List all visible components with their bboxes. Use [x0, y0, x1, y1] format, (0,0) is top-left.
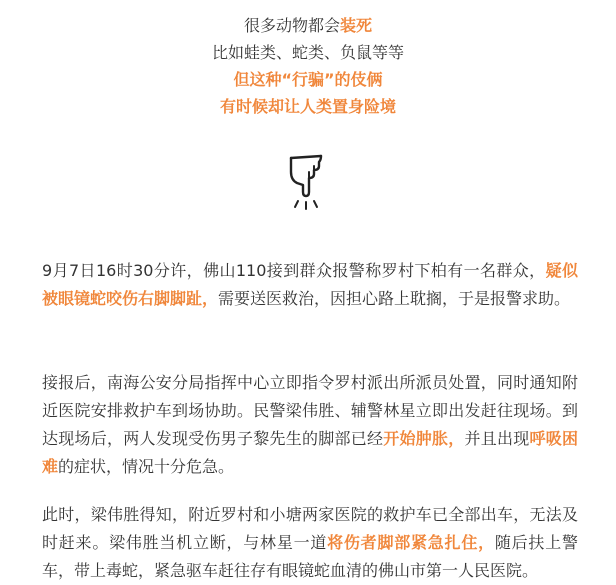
paragraph-1-text-a: 9月7日16时30分许，佛山110接到群众报警称罗村下柏有一名群众， — [42, 261, 546, 280]
paragraph-2-text-b: 并且出现 — [464, 429, 530, 448]
paragraph-1 — [42, 257, 578, 313]
intro-line-1 — [0, 12, 616, 39]
paragraph-2-highlight-1: 开始肿胀， — [383, 429, 465, 448]
intro-line-1-highlight: 装死 — [340, 16, 373, 35]
intro-line-2: 比如蛙类、蛇类、负鼠等等 — [211, 43, 404, 62]
intro-line-4: 有时候却让人类置身险境 — [219, 97, 396, 116]
paragraph-3-text-a: 此时，梁伟胜得知，附近罗村和小塘两家医院的救护车已全部出车，无法及时赶来。梁伟胜当机立断，与林星一道 — [42, 505, 578, 552]
paragraph-3-highlight: 将伤者脚部紧急扎住， — [327, 533, 495, 552]
paragraph-2 — [42, 369, 578, 481]
pointing-down-hand-icon — [283, 152, 329, 214]
paragraph-1-text-b: 需要送医救治，因担心路上耽搁，于是报警求助。 — [218, 289, 571, 308]
intro-line-1-text: 很多动物都会 — [243, 16, 340, 35]
paragraph-3 — [42, 501, 578, 585]
paragraph-2-text-a: 接报后，南海公安分局指挥中心立即指令罗村派出所派员处置，同时通知附近医院安排救护车到场协助。民警梁伟胜、辅警林星立即出发赶往现场。到达现场后，两人发现受伤男子黎先生的脚部已经 — [42, 373, 578, 448]
paragraph-2-text-c: 的症状，情况十分危急。 — [58, 457, 235, 476]
intro-line-3: 但这种“行骗”的伎俩 — [233, 70, 383, 89]
intro-block — [0, 12, 616, 120]
paragraph-2-highlight-2: 呼吸困难 — [42, 429, 578, 476]
paragraph-1-highlight: 疑似被眼镜蛇咬伤右脚脚趾， — [42, 261, 578, 308]
paragraph-3-text-b: 随后扶上警车，带上毒蛇，紧急驱车赶往存有眼镜蛇血清的佛山市第一人民医院。 — [42, 533, 578, 580]
